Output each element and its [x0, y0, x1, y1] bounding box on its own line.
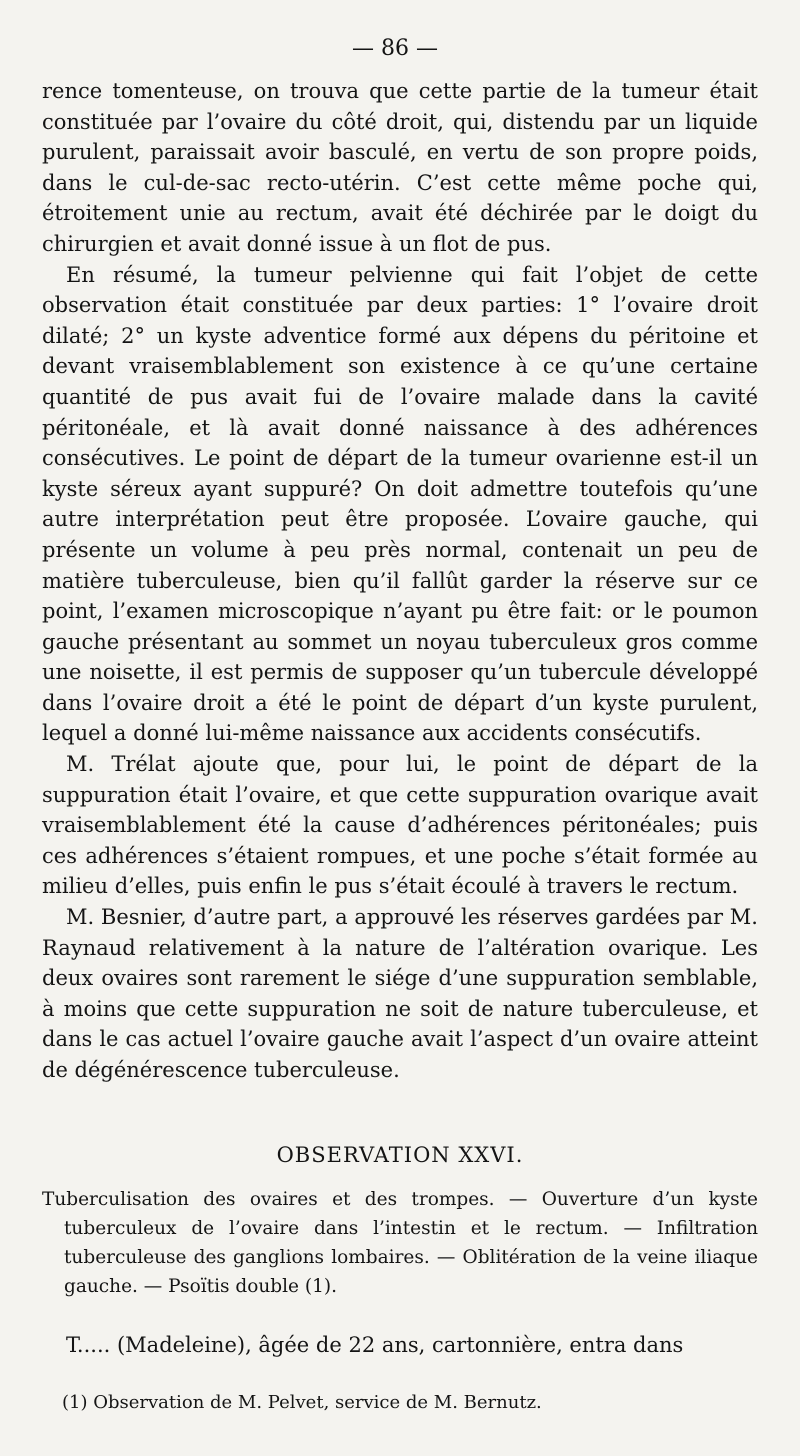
footnote: (1) Observation de M. Pelvet, service de M. Bernutz. [62, 1392, 542, 1413]
observation-summary [42, 1185, 758, 1301]
observation-title: OBSERVATION XXVI. [276, 1143, 524, 1167]
paragraph-besnier: M. Besnier, d’autre part, a approuvé les réserves gardées par M. Raynaud relativement à la nature de l’altération ovarique. Les deux ovaires sont rarement le siége d’une suppuration semblable, à moins que cette suppuration ne soit de nature tuberculeuse, et dans le cas actuel l’ovaire gauche avait l’aspect d’un ovaire atteint de dégénérescence tuberculeuse. [42, 905, 758, 1082]
observation-opening [42, 1330, 758, 1360]
observation-opening-line: T..... (Madeleine), âgée de 22 ans, cartonnière, entra dans [66, 1333, 684, 1357]
body-text [42, 76, 758, 1086]
paragraph-continuation: rence tomenteuse, on trouva que cette partie de la tumeur était constituée par l’ovaire du côté droit, qui, distendu par un liquide purulent, paraissait avoir basculé, en vertu de son propre poids, dans le cul-de-sac recto-utérin. C’est cette même poche qui, étroitement unie au rectum, avait été déchirée par le doigt du chirurgien et avait donné issue à un flot de pus. [42, 79, 758, 256]
paragraph-trelat: M. Trélat ajoute que, pour lui, le point de départ de la suppuration était l’ovaire, et que cette suppuration ovarique avait vraisemblablement été la cause d’adhérences péritonéales; puis ces adhérences s’étaient rompues, et une poche s’était formée au milieu d’elles, puis enfin le pus s’était écoulé à travers le rectum. [42, 752, 758, 899]
paragraph-summary: En résumé, la tumeur pelvienne qui fait l’objet de cette observation était constituée par deux parties: 1° l’ovaire droit dilaté; 2° un kyste adventice formé aux dépens du péritoine et devant vraisemblablement son existence à ce qu’une certaine quantité de pus avait fui de l’ovaire malade dans la cavité péritonéale, et là avait donné naissance à des adhérences consécutives. Le point de départ de la tumeur ovarienne est-il un kyste séreux ayant suppuré? On doit admettre toutefois qu’une autre interprétation peut être proposée. L’ovaire gauche, qui présente un volume à peu près normal, contenait un peu de matière tuberculeuse, bien qu’il fallût garder la réserve sur ce point, l’examen microscopique n’ayant pu être fait: or le poumon gauche présentant au sommet un noyau tuberculeux gros comme une noisette, il est permis de supposer qu’un tubercule développé dans l’ovaire droit a été le point de départ d’un kyste purulent, lequel a donné lui-même naissance aux accidents consécutifs. [42, 262, 758, 746]
observation-summary-text: Tuberculisation des ovaires et des trompes. — Ouverture d’un kyste tuberculeux de l’ovaire dans l’intestin et le rectum. — Infiltration tuberculeuse des ganglions lombaires. — Oblitération de la veine iliaque gauche. — Psoïtis double (1). [42, 1189, 758, 1297]
page-number: — 86 — [352, 36, 438, 61]
